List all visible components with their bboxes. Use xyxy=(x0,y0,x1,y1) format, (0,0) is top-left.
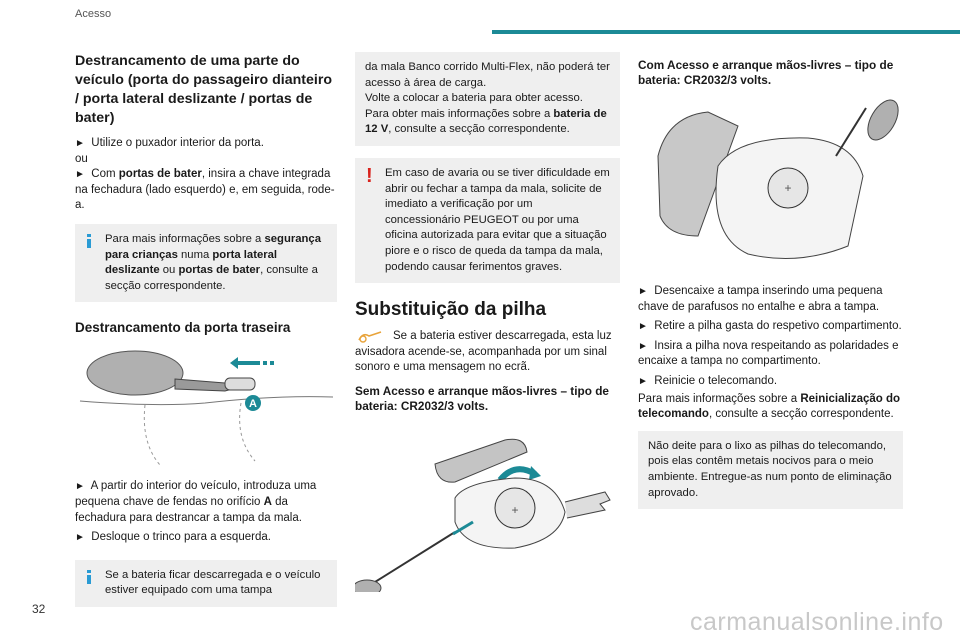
keyless-remote-battery-illustration xyxy=(638,96,903,276)
or-text: ou xyxy=(75,152,88,165)
rear-door-lock-illustration xyxy=(75,343,337,473)
step-insert-battery: ► Insira a pilha nova respeitando as polaridades e encaixe a tampa no compartimento. xyxy=(638,339,899,368)
heading-battery-replacement: Substituição da pilha xyxy=(355,299,547,321)
info-note-child-safety: Para mais informações sobre a segurança para crianças numa porta lateral deslizante ou portas de bater, consulte a secção correspondente. xyxy=(75,224,337,302)
bullet-arrow-icon: ► xyxy=(638,340,648,352)
warning-note-tailgate: ! Em caso de avaria ou se tiver dificuldade em abrir ou fechar a tampa da mala, solicite de imediato a verificação por um concessionário PEUGEOT ou por uma oficina autorizada para evitar que a situação piore e o risco de queda da tampa da mala, podendo causar ferimentos graves. xyxy=(355,158,620,283)
key-battery-replacement-illustration xyxy=(355,422,620,592)
step-screwdriver-hole: ► A partir do interior do veículo, introduza uma pequena chave de fendas no orifício A da fechadura para destrancar a tampa da mala. xyxy=(75,480,317,524)
column-2 xyxy=(355,52,620,592)
svg-text:+: + xyxy=(511,502,519,517)
warning-icon: ! xyxy=(366,164,373,187)
page-header-section: Acesso xyxy=(75,8,112,20)
svg-text:+: + xyxy=(784,181,792,195)
note-battery-disposal: Não deite para o lixo as pilhas do telecomando, pois elas contêm metais nocivos para o meio ambiente. Entregue-as num ponto de eliminação aprovado. xyxy=(638,431,903,509)
info-note-continued: da mala Banco corrido Multi-Flex, não poderá ter acesso à área de carga. Volte a colocar a bateria para obter acesso. Para obter mais informações sobre a bateria de 12 V, consulte a secção correspondente. xyxy=(355,52,620,146)
step-move-latch: ► Desloque o trinco para a esquerda. xyxy=(75,531,271,544)
bullet-arrow-icon: ► xyxy=(638,321,648,333)
bullet-arrow-icon: ► xyxy=(75,481,85,493)
column-3 xyxy=(638,52,903,521)
battery-warning-text: Se a bateria estiver descarregada, esta luz avisadora acende-se, acompanhada por um sinal sonoro e uma mensagem no ecrã. xyxy=(355,330,612,374)
info-icon xyxy=(87,570,91,584)
battery-warning-lamp-icon xyxy=(357,330,383,344)
heading-partial-unlock: Destrancamento de uma parte do veículo (porta do passageiro dianteiro / porta lateral deslizante / portas de bater) xyxy=(75,53,333,126)
bullet-arrow-icon: ► xyxy=(75,169,85,181)
bullet-arrow-icon: ► xyxy=(638,286,648,297)
figure-label-a: A xyxy=(249,398,257,411)
bullet-arrow-icon: ► xyxy=(75,532,85,544)
header-accent-bar xyxy=(492,30,960,34)
step-unclip-cover: ► Desencaixe a tampa inserindo uma pequena chave de parafusos no entalhe e abra a tampa. xyxy=(638,285,883,313)
page-number: 32 xyxy=(32,602,46,616)
bullet-arrow-icon: ► xyxy=(75,138,85,149)
more-info-reinit: Para mais informações sobre a Reinicialização do telecomando, consulte a secção correspondente. xyxy=(638,392,901,421)
step-reinit-remote: ► Reinicie o telecomando. xyxy=(638,374,778,387)
heading-rear-door-unlock: Destrancamento da porta traseira xyxy=(75,320,291,336)
step-interior-handle: ► Utilize o puxador interior da porta. xyxy=(75,137,264,149)
info-icon xyxy=(87,234,91,248)
column-1 xyxy=(75,52,337,619)
step-barn-doors: ► Com portas de bater, insira a chave integrada na fechadura (lado esquerdo) e, em seguida, rode-a. xyxy=(75,168,335,212)
step-remove-battery: ► Retire a pilha gasta do respetivo compartimento. xyxy=(638,320,902,333)
subheading-with-keyless: Com Acesso e arranque mãos-livres – tipo de bateria: CR2032/3 volts. xyxy=(638,58,894,87)
info-note-battery-discharged: Se a bateria ficar descarregada e o veículo estiver equipado com uma tampa xyxy=(75,560,337,607)
bullet-arrow-icon: ► xyxy=(638,375,648,387)
watermark-text: carmanualsonline.info xyxy=(690,608,944,636)
subheading-without-keyless: Sem Acesso e arranque mãos-livres – tipo de bateria: CR2032/3 volts. xyxy=(355,383,609,413)
